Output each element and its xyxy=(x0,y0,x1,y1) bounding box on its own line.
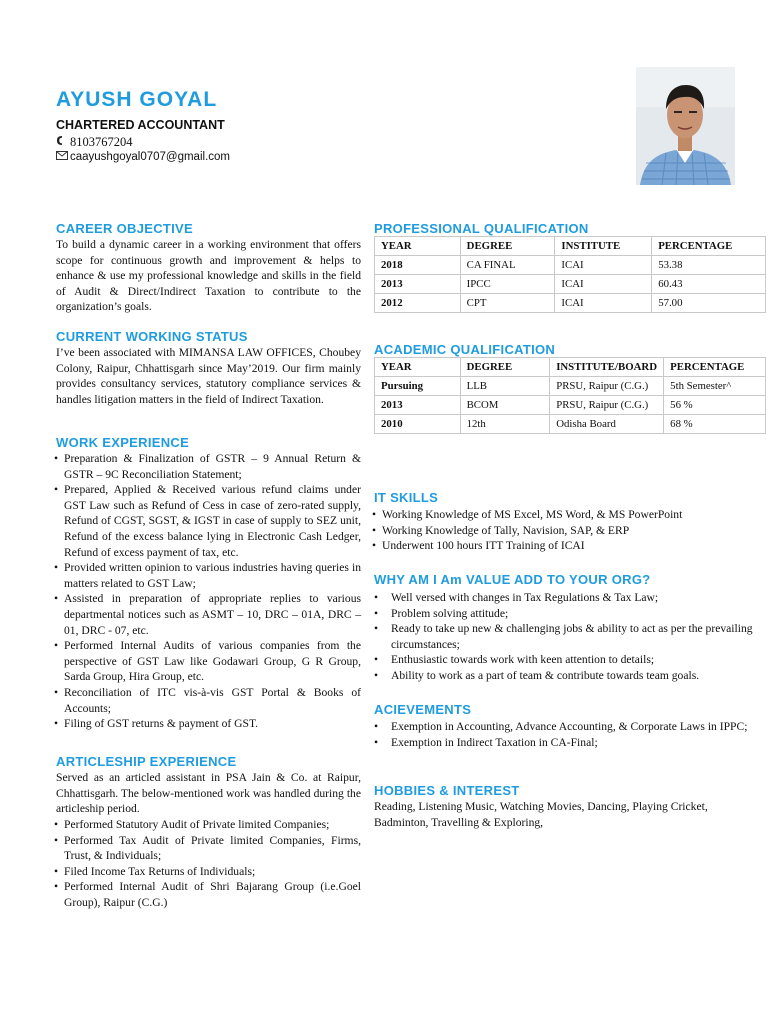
professional-qualification-table xyxy=(374,236,766,313)
list-item: • Performed Internal Audits of various companies from the perspective of GST Law like Godawari Group, G R Group, Sarda Group, Hira Group, etc. xyxy=(54,639,361,684)
list-item: • Working Knowledge of Tally, Navision, SAP, & ERP xyxy=(372,523,630,537)
email-line xyxy=(56,151,230,163)
career-objective-heading: CAREER OBJECTIVE xyxy=(56,221,193,236)
resume-name: AYUSH GOYAL xyxy=(56,88,218,111)
achievements-list xyxy=(374,719,756,750)
list-item: • Underwent 100 hours ITT Training of ICAI xyxy=(372,539,585,553)
achievements-heading: ACIEVEMENTS xyxy=(374,702,472,717)
work-experience-heading: WORK EXPERIENCE xyxy=(56,435,190,450)
career-objective-text: To build a dynamic career in a working environment that offers scope for continuous growth and improvement & helps to enhance & use my professional knowledge and skills in the field of Audit & Direct/Indirect Taxation to contribute to the organization’s goals. xyxy=(56,238,361,314)
list-item: • Provided written opinion to various industries having queries in matters related to GST Law; xyxy=(54,561,361,590)
list-item: • Ability to work as a part of team & contribute towards team goals. xyxy=(374,668,700,682)
table-row: 2013 IPCC ICAI 60.43 xyxy=(375,275,766,294)
professional-qualification-heading: PROFESSIONAL QUALIFICATION xyxy=(374,221,589,236)
current-status-text: I’ve been associated with MIMANSA LAW OFFICES, Choubey Colony, Raipur, Chhattisgarh since May’2019. Our firm mainly provides consultancy services, statutory compliance services & handles litigation matters in the field of Indirect Taxation. xyxy=(56,346,361,406)
list-item: • Performed Tax Audit of Private limited Companies, Firms, Trust, & Individuals; xyxy=(54,833,361,863)
articleship-intro: Served as an articled assistant in PSA Jain & Co. at Raipur, Chhattisgarh. The below-mentioned work was handled during the articleship period. xyxy=(56,771,361,816)
value-add-list xyxy=(374,590,756,684)
value-add-heading: WHY AM I Am VALUE ADD TO YOUR ORG? xyxy=(374,572,651,587)
table-row: 2010 12th Odisha Board 68 % xyxy=(375,415,766,434)
phone-icon xyxy=(56,135,68,150)
table-row: 2012 CPT ICAI 57.00 xyxy=(375,294,766,313)
list-item: • Performed Internal Audit of Shri Bajarang Group (i.e.Goel Group), Raipur (C.G.) xyxy=(54,880,361,909)
envelope-icon xyxy=(56,151,68,163)
list-item: • Reconciliation of ITC vis-à-vis GST Portal & Books of Accounts; xyxy=(54,685,361,715)
table-row: 2018 CA FINAL ICAI 53.38 xyxy=(375,256,766,275)
list-item: • Filing of GST returns & payment of GST. xyxy=(54,717,259,731)
email-address[interactable]: caayushgoyal0707@gmail.com xyxy=(70,151,230,163)
list-item: • Ready to take up new & challenging jobs & ability to act as per the prevailing circumstances; xyxy=(374,622,753,651)
profile-photo xyxy=(636,67,735,185)
list-item: • Preparation & Finalization of GSTR – 9 Annual Return & GSTR – 9C Reconciliation Statement; xyxy=(54,452,361,481)
it-skills-heading: IT SKILLS xyxy=(374,490,439,505)
job-title: CHARTERED ACCOUNTANT xyxy=(56,118,225,132)
table-header-row: YEAR DEGREE INSTITUTE/BOARD PERCENTAGE xyxy=(375,358,766,377)
list-item: • Exemption in Indirect Taxation in CA-Final; xyxy=(374,735,598,749)
table-row: Pursuing LLB PRSU, Raipur (C.G.) 5th Semester^ xyxy=(375,377,766,396)
academic-qualification-heading: ACADEMIC QUALIFICATION xyxy=(374,342,556,357)
academic-qualification-table xyxy=(374,357,766,434)
articleship-list xyxy=(53,817,361,911)
list-item: • Performed Statutory Audit of Private limited Companies; xyxy=(54,818,330,831)
list-item: • Well versed with changes in Tax Regulations & Tax Law; xyxy=(374,591,659,604)
list-item: • Filed Income Tax Returns of Individuals; xyxy=(54,864,256,878)
work-experience-list xyxy=(53,451,361,732)
hobbies-heading: HOBBIES & INTEREST xyxy=(374,783,520,798)
list-item: • Prepared, Applied & Received various refund claims under GST Law such as Refund of Cess in case of zero-rated supply, Refund of CGST, SGST, & IGST in case of supply to SEZ unit, Refund of the excess balance lying in Electronic Cash Ledger, Refund of excess payment of tax, etc. xyxy=(54,483,361,559)
list-item: • Enthusiastic towards work with keen attention to details; xyxy=(374,653,655,667)
hobbies-text: Reading, Listening Music, Watching Movies, Dancing, Playing Cricket, Badminton, Travelling & Exploring, xyxy=(374,800,708,829)
phone-number: 8103767204 xyxy=(70,135,133,149)
list-item: • Working Knowledge of MS Excel, MS Word, & MS PowerPoint xyxy=(372,508,683,521)
it-skills-list xyxy=(371,507,761,554)
list-item: • Exemption in Accounting, Advance Accounting, & Corporate Laws in IPPC; xyxy=(374,720,748,733)
current-status-heading: CURRENT WORKING STATUS xyxy=(56,329,248,344)
table-row: 2013 BCOM PRSU, Raipur (C.G.) 56 % xyxy=(375,396,766,415)
phone-line xyxy=(56,135,133,150)
table-header-row: YEAR DEGREE INSTITUTE PERCENTAGE xyxy=(375,237,766,256)
list-item: • Assisted in preparation of appropriate replies to various departmental notices such as ASMT – 10, DRC – 01A, DRC – 01, DRC - 07, etc. xyxy=(54,592,361,637)
list-item: • Problem solving attitude; xyxy=(374,606,509,620)
articleship-heading: ARTICLESHIP EXPERIENCE xyxy=(56,754,237,769)
